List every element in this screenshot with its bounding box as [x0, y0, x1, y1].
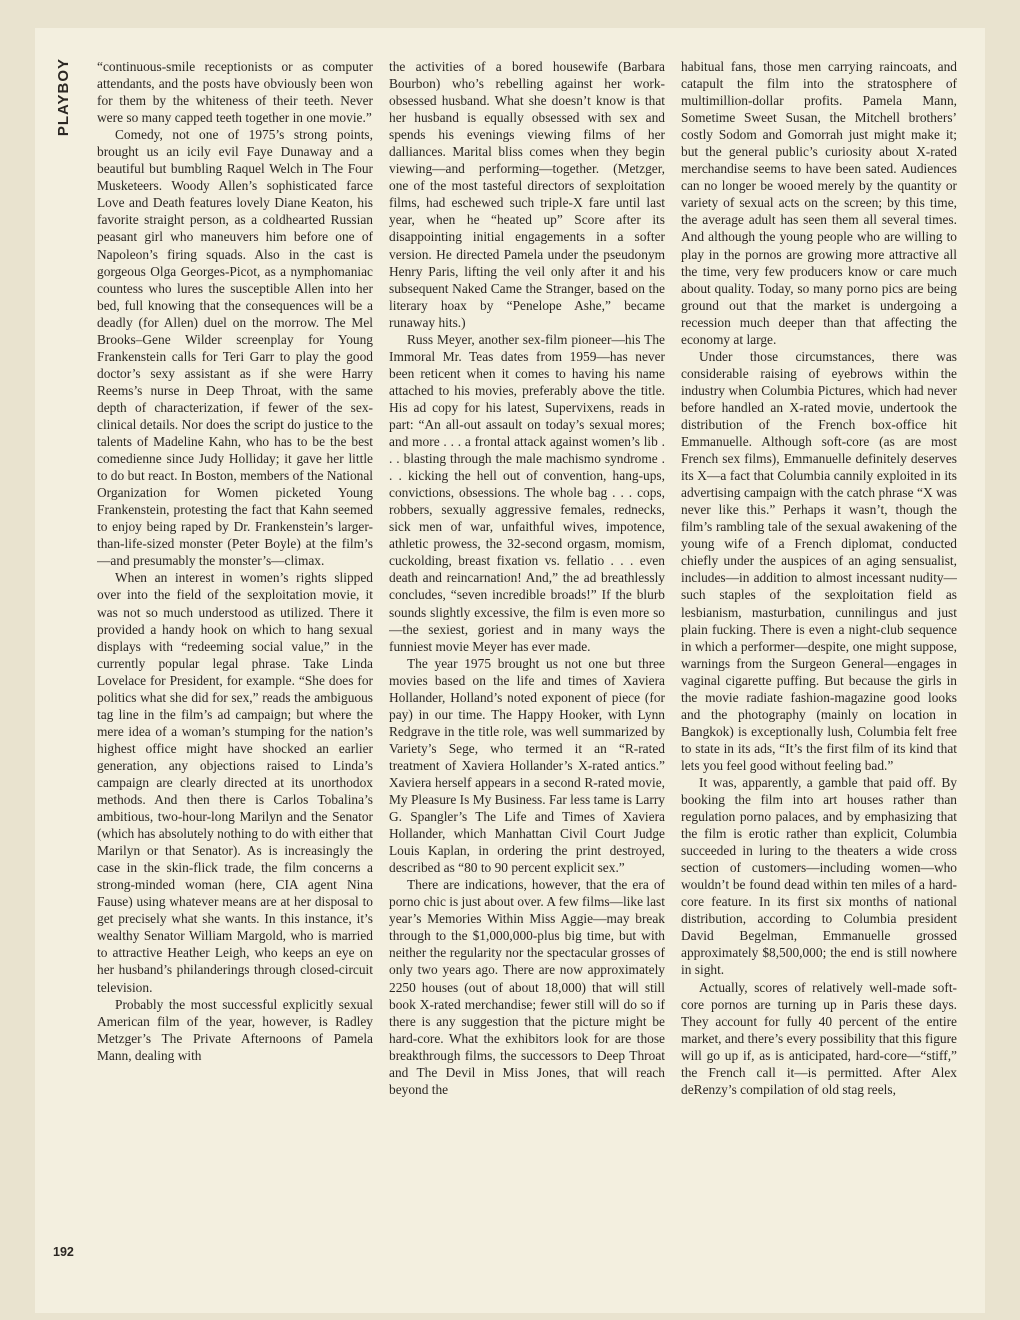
text-column-3 — [681, 58, 957, 1268]
paragraph: the activities of a bored housewife (Barbara Bourbon) who’s rebelling against her work-obsessed husband. What she doesn’t know is that her husband is equally obsessed with sex and spends his evenings viewing films of her dalliances. Marital bliss comes when they begin viewing—and performing—together. (Metzger, one of the most tasteful directors of sexploitation films, had eschewed such triple-X fare until last year, when he “heated up” Score after its disappointing initial engagements in a softer version. He directed Pamela under the pseudonym Henry Paris, lifting the veil only after it and his subsequent Naked Came the Stranger, based on the literary hoax by “Penelope Ashe,” became runaway hits.) — [389, 59, 665, 330]
paragraph: Russ Meyer, another sex-film pioneer—his The Immoral Mr. Teas dates from 1959—has never been reticent when it comes to having his name attached to his movies, preferably above the title. His ad copy for his latest, Supervixens, reads in part: “An all-out assault on today’s sexual mores; and more . . . a frontal attack against women’s lib . . . blasting through the male machismo syndrome . . . kicking the hell out of convention, hang-ups, convictions, obsessions. The whole bag . . . cops, robbers, sexually aggressive females, rednecks, sick men of war, unfaithful wives, impotence, athletic prowess, the 32-second orgasm, momism, cuckolding, breast fixation vs. fellatio . . . even death and reincarnation! And,” the ad breathlessly concludes, “seven incredible broads!” If the blurb sounds slightly excessive, the film is even more so—the sexiest, goriest and in many ways the funniest movie Meyer has ever made. — [389, 331, 665, 654]
magazine-masthead: PLAYBOY — [55, 58, 72, 137]
paragraph: When an interest in women’s rights slipped over into the field of the sexploitation movie, it was not so much understood as utilized. There it provided a handy hook on which to hang sexual displays with “redeeming social value,” in the currently popular legal phrase. Take Linda Lovelace for President, for example. “She does for politics what she did for sex,” reads the ambiguous tag line in the film’s ad campaign; but where the mere idea of a woman’s stumping for the nation’s highest office might have shocked an earlier generation, any objections raised to Linda’s campaign are clearly directed at its unorthodox methods. And then there is Carlos Tobalina’s ambitious, two-hour-long Marilyn and the Senator (which has absolutely nothing to do with either that Marilyn or that Senator). As is increasingly the case in the skin-flick trade, the film concerns a strong-minded woman (here, CIA agent Nina Fause) using whatever means are at her disposal to get precisely what she wants. In this instance, it’s wealthy Senator William Margold, who is married to attractive Heather Leigh, who keeps an eye on her husband’s philanderings through closed-circuit television. — [97, 570, 373, 995]
paragraph: Actually, scores of relatively well-made soft-core pornos are turning up in Paris these days. They account for fully 40 percent of the entire market, and there’s every possibility that this figure will go up if, as is anticipated, hard-core—“stiff,” the French call it—is permitted. After Alex deRenzy’s compilation of old stag reels, — [681, 979, 957, 1097]
paragraph: Probably the most successful explicitly sexual American film of the year, however, is Radley Metzger’s The Private Afternoons of Pamela Mann, dealing with — [97, 996, 373, 1063]
paragraph: “continuous-smile receptionists or as computer attendants, and the posts have obviously been won for them by the whiteness of their teeth. Never were so many capped teeth together in one movie.” — [97, 59, 373, 126]
paragraph: It was, apparently, a gamble that paid off. By booking the film into art houses rather than regulation porno palaces, and by emphasizing that the film is erotic rather than explicit, Columbia succeeded in luring to the theaters a wide cross section of customers—including women—who wouldn’t be found dead within ten miles of a hard-core feature. In its first six months of national distribution, according to Columbia president David Begelman, Emmanuelle grossed approximately $8,500,000; the end is still nowhere in sight. — [681, 774, 957, 978]
paragraph: The year 1975 brought us not one but three movies based on the life and times of Xaviera Hollander, Holland’s noted exponent of piece (for pay) in our time. The Happy Hooker, with Lynn Redgrave in the title role, was well summarized by Variety’s Sege, who termed it an “R-rated treatment of Xaviera Hollander’s X-rated antics.” Xaviera herself appears in a second R-rated movie, My Pleasure Is My Business. Far less tame is Larry G. Spangler’s The Life and Times of Xaviera Hollander, which Manhattan Civil Court Judge Louis Kaplan, in ordering the print destroyed, described as “80 to 90 percent explicit sex.” — [389, 655, 665, 876]
text-column-2 — [389, 58, 665, 1268]
paragraph: Under those circumstances, there was considerable raising of eyebrows within the industry when Columbia Pictures, which had never before handled an X-rated movie, undertook the distribution of the French box-office hit Emmanuelle. Although soft-core (as are most French sex films), Emmanuelle definitely deserves its X—a fact that Columbia cannily exploited in its advertising campaign with the catch phrase “X was never like this.” Perhaps it wasn’t, though the film’s rambling tale of the sexual awakening of the young wife of a French diplomat, conducted chiefly under the auspices of an aging sensualist, includes—in addition to almost incessant nudity—such staples of the sexploitation field as lesbianism, masturbation, cunnilingus and just plain fucking. There is even a night-club sequence in which a performer—despite, one might suppose, warnings from the Surgeon General—engages in vaginal cigarette puffing. But because the girls in the movie radiate fashion-magazine good looks and the photography (mainly on location in Bangkok) is exceptionally lush, Columbia felt free to state in its ads, “It’s the first film of its kind that lets you feel good without feeling bad.” — [681, 348, 957, 773]
text-column-1 — [97, 58, 373, 1268]
paragraph: Comedy, not one of 1975’s strong points, brought us an icily evil Faye Dunaway and a beautiful but bumbling Raquel Welch in The Four Musketeers. Woody Allen’s sophisticated farce Love and Death features lovely Diane Keaton, his favorite straight person, as a coldhearted Russian peasant girl who maneuvers him before one of Napoleon’s firing squads. Also in the cast is gorgeous Olga Georges-Picot, as a nymphomaniac countess who lures the susceptible Allen into her bed, full knowing that the consequences will be a deadly (for Allen) duel on the morrow. The Mel Brooks–Gene Wilder screenplay for Young Frankenstein calls for Teri Garr to play the good doctor’s sexy assistant as if she were Harry Reems’s nurse in Deep Throat, with the same depth of characterization, if fewer of the sex-clinical details. Nor does the script do justice to the talents of Madeline Kahn, who has to be the best comedienne since Judy Holliday; it gave her little to do but react. In Boston, members of the National Organization for Women picketed Young Frankenstein, protesting the fact that Kahn seemed to enjoy being raped by Dr. Frankenstein’s larger-than-life-sized monster (Peter Boyle) at the film’s—and presumably the monster’s—climax. — [97, 127, 373, 569]
paragraph: There are indications, however, that the era of porno chic is just about over. A few films—like last year’s Memories Within Miss Aggie—may break through to the $1,000,000-plus big time, but with neither the regularity nor the spectacular grosses of only two years ago. There are now approximately 2250 houses (out of about 18,000) that will still book X-rated merchandise; fewer still will do so if there is any suggestion that the picture might be hard-core. What the exhibitors look for are those breakthrough films, the successors to Deep Throat and The Devil in Miss Jones, that will reach beyond the — [389, 877, 665, 1097]
paragraph: habitual fans, those men carrying raincoats, and catapult the film into the stratosphere of multimillion-dollar profits. Pamela Mann, Sometime Sweet Susan, the Mitchell brothers’ costly Sodom and Gomorrah just might make it; but the general public’s curiosity about X-rated merchandise seems to have been sated. Audiences can no longer be wooed merely by the quantity or variety of sexual acts on the screen; by this time, the average adult has seen them all several times. And although the young people who are willing to play in the pornos are growing more attractive all the time, very few producers know or care much about quality. Today, so many porno pics are being ground out that the market is undergoing a recession much deeper than that affecting the economy at large. — [681, 59, 957, 347]
page-number: 192 — [53, 1245, 74, 1259]
